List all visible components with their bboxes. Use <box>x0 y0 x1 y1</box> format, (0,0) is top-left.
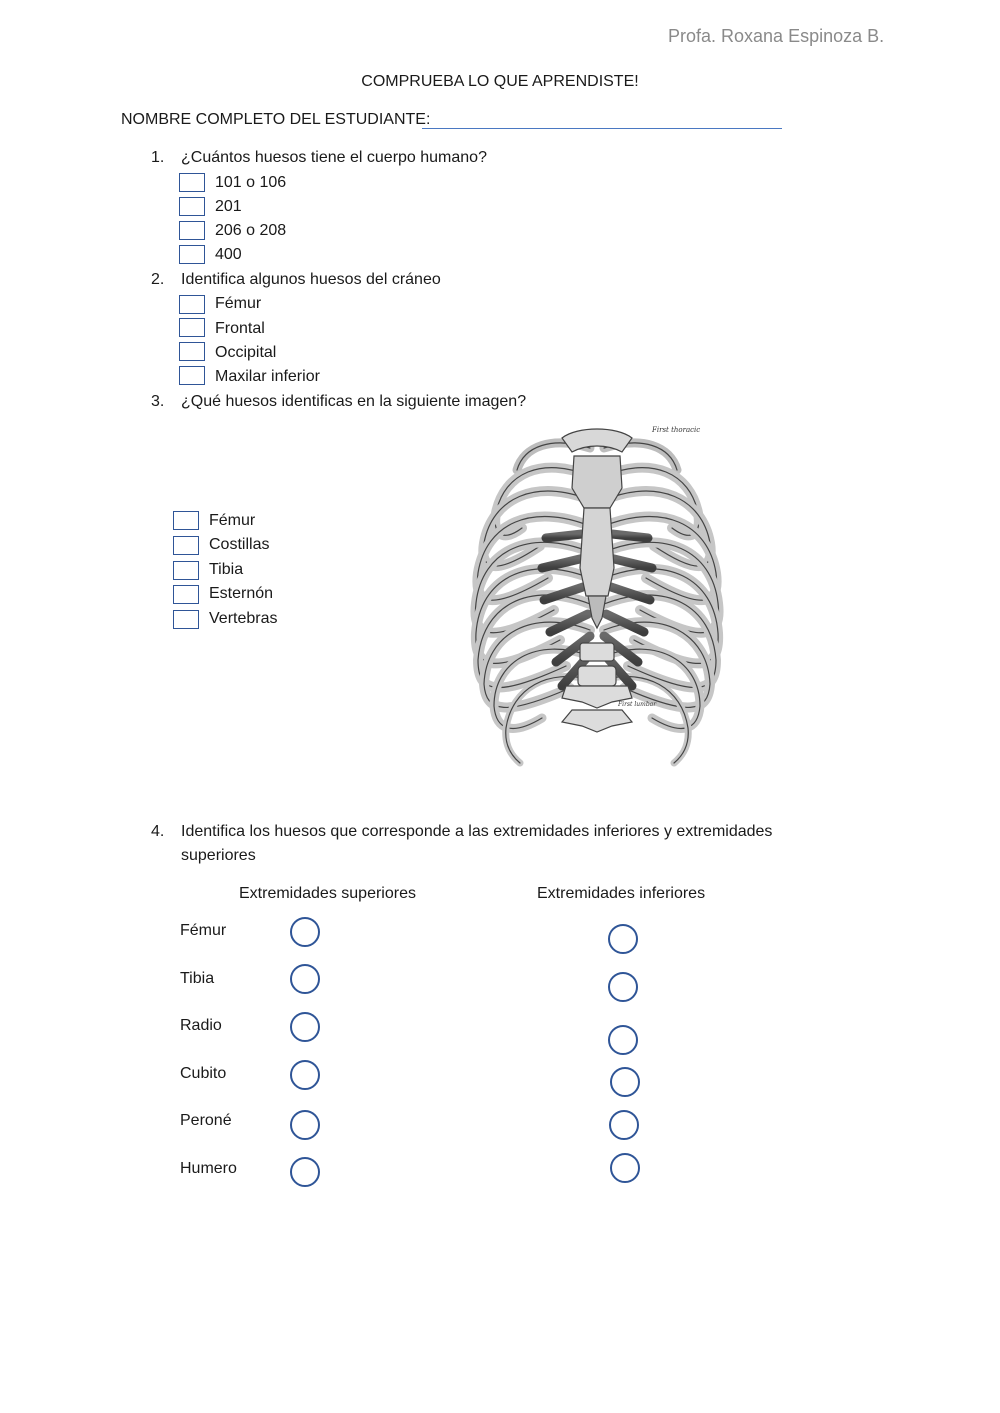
tibia-inferiores-radio[interactable] <box>608 972 638 1002</box>
humero-superiores-radio[interactable] <box>290 1157 320 1187</box>
author-header: Profa. Roxana Espinoza B. <box>668 26 885 46</box>
question-4-number: 4. <box>151 823 165 840</box>
column-header-superiores: Extremidades superiores <box>239 885 416 902</box>
q2-option-4-label: Maxilar inferior <box>215 368 320 385</box>
question-2-text: Identifica algunos huesos del cráneo <box>181 271 441 288</box>
q3-option-3-label: Tibia <box>209 561 244 578</box>
bone-label-femur: Fémur <box>180 922 227 939</box>
radio-superiores-radio[interactable] <box>290 1012 320 1042</box>
tibia-superiores-radio[interactable] <box>290 964 320 994</box>
page-title: COMPRUEBA LO QUE APRENDISTE! <box>361 73 639 90</box>
column-header-inferiores: Extremidades inferiores <box>537 885 706 902</box>
ribcage-illustration <box>462 418 732 768</box>
q1-option-1-label: 101 o 106 <box>215 174 287 191</box>
student-name-label: NOMBRE COMPLETO DEL ESTUDIANTE: <box>121 111 431 128</box>
q1-option-1-checkbox[interactable] <box>179 173 205 192</box>
q2-option-1-checkbox[interactable] <box>179 295 205 314</box>
bone-label-humero: Humero <box>180 1160 237 1177</box>
q1-option-4-label: 400 <box>215 246 242 263</box>
q3-option-1-checkbox[interactable] <box>173 511 199 530</box>
q1-option-3-label: 206 o 208 <box>215 222 287 239</box>
q3-option-1-label: Fémur <box>209 512 256 529</box>
q1-option-2-label: 201 <box>215 198 242 215</box>
q2-option-2-checkbox[interactable] <box>179 318 205 337</box>
q3-option-2-label: Costillas <box>209 536 270 553</box>
q1-option-4-checkbox[interactable] <box>179 245 205 264</box>
q3-option-4-checkbox[interactable] <box>173 585 199 604</box>
perone-superiores-radio[interactable] <box>290 1110 320 1140</box>
q2-option-1-label: Fémur <box>215 295 262 312</box>
student-name-field[interactable] <box>422 128 782 129</box>
bone-label-tibia: Tibia <box>180 970 215 987</box>
radio-inferiores-radio[interactable] <box>608 1025 638 1055</box>
question-3-text: ¿Qué huesos identificas en la siguiente imagen? <box>181 393 527 410</box>
bone-label-radio: Radio <box>180 1017 222 1034</box>
bone-label-perone: Peroné <box>180 1112 232 1129</box>
q3-option-4-label: Esternón <box>209 585 274 602</box>
cubito-inferiores-radio[interactable] <box>610 1067 640 1097</box>
question-1-number: 1. <box>151 149 165 166</box>
humero-inferiores-radio[interactable] <box>610 1153 640 1183</box>
cubito-superiores-radio[interactable] <box>290 1060 320 1090</box>
q2-option-3-checkbox[interactable] <box>179 342 205 361</box>
q3-option-2-checkbox[interactable] <box>173 536 199 555</box>
q3-option-3-checkbox[interactable] <box>173 561 199 580</box>
first-lumbar-label: First lumbar <box>618 701 657 708</box>
q2-option-2-label: Frontal <box>215 320 265 337</box>
q2-option-3-label: Occipital <box>215 344 277 361</box>
first-thoracic-label: First thoracic <box>652 426 701 434</box>
question-4-text-line2: superiores <box>181 847 256 864</box>
femur-inferiores-radio[interactable] <box>608 924 638 954</box>
q2-option-4-checkbox[interactable] <box>179 366 205 385</box>
question-1-text: ¿Cuántos huesos tiene el cuerpo humano? <box>181 149 487 166</box>
femur-superiores-radio[interactable] <box>290 917 320 947</box>
q1-option-3-checkbox[interactable] <box>179 221 205 240</box>
q1-option-2-checkbox[interactable] <box>179 197 205 216</box>
question-3-number: 3. <box>151 393 165 410</box>
q3-option-5-label: Vertebras <box>209 610 278 627</box>
bone-label-cubito: Cubito <box>180 1065 227 1082</box>
question-4-text-line1: Identifica los huesos que corresponde a las extremidades inferiores y extremidades <box>181 823 773 840</box>
perone-inferiores-radio[interactable] <box>609 1110 639 1140</box>
question-2-number: 2. <box>151 271 165 288</box>
q3-option-5-checkbox[interactable] <box>173 610 199 629</box>
